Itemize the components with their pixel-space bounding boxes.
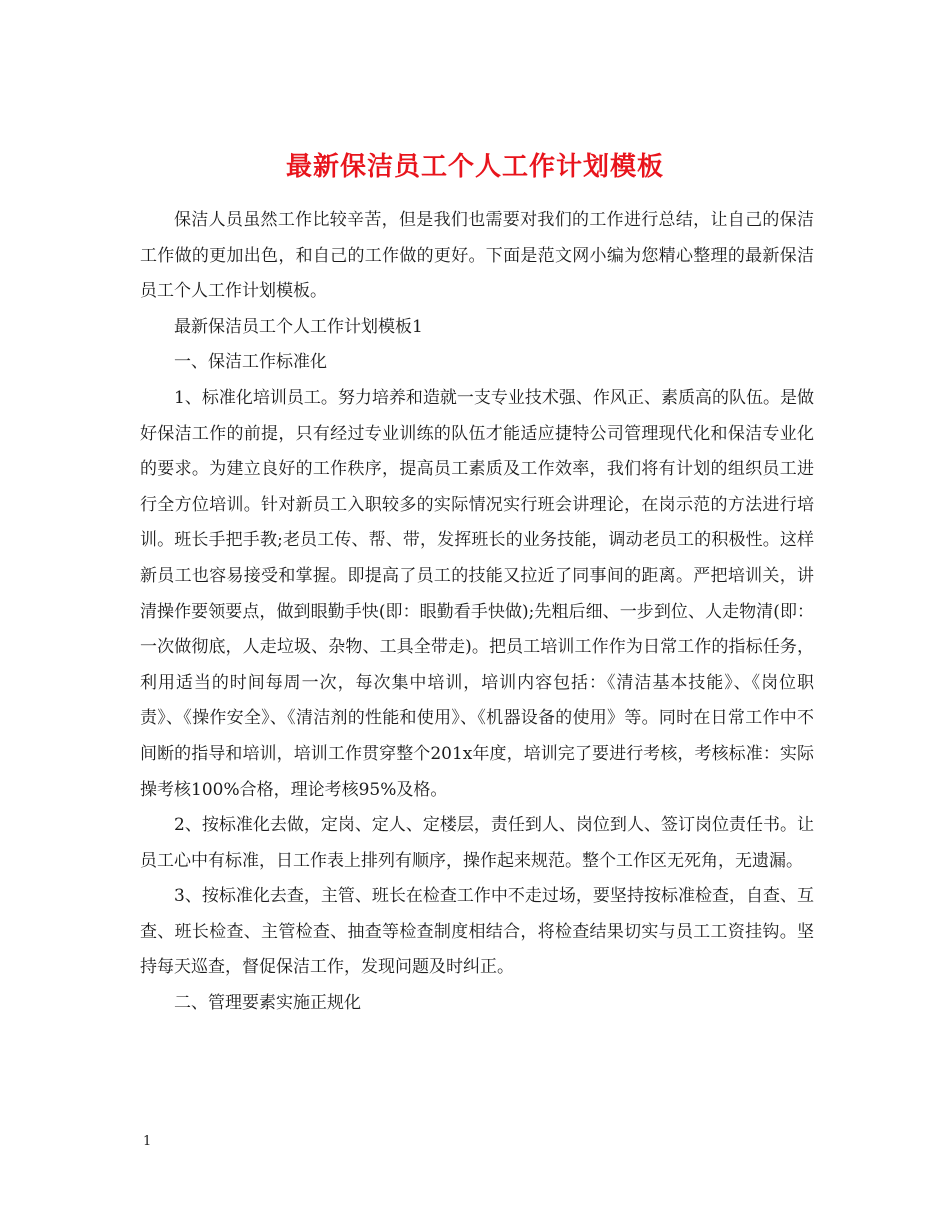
section-heading-2: 二、管理要素实施正规化 <box>174 993 361 1014</box>
paragraph-subtitle: 最新保洁员工个人工作计划模板1 <box>174 316 423 337</box>
paragraph-item-2: 2、按标准化去做，定岗、定人、定楼层，责任到人、岗位到人、签订岗位责任书。让员工心中有标准，日工作表上排列有顺序，操作起来规范。整个工作区无死角，无遗漏。 <box>140 815 814 871</box>
paragraph-intro: 保洁人员虽然工作比较辛苦，但是我们也需要对我们的工作进行总结，让自己的保洁工作做的更加出色，和自己的工作做的更好。下面是范文网小编为您精心整理的最新保洁员工个人工作计划模板。 <box>140 210 814 302</box>
paragraph-item-3: 3、按标准化去查，主管、班长在检查工作中不走过场，要坚持按标准检查，自查、互查、班长检查、主管检查、抽查等检查制度相结合，将检查结果切实与员工工资挂钩。坚持每天巡查，督促保洁工作，发现问题及时纠正。 <box>140 886 814 978</box>
paragraph-item-1: 1、标准化培训员工。努力培养和造就一支专业技术强、作风正、素质高的队伍。是做好保洁工作的前提，只有经过专业训练的队伍才能适应捷特公司管理现代化和保洁专业化的要求。为建立良好的工作秩序，提高员工素质及工作效率，我们将有计划的组织员工进行全方位培训。针对新员工入职较多的实际情况实行班会讲理论，在岗示范的方法进行培训。班长手把手教;老员工传、帮、带，发挥班长的业务技能，调动老员工的积极性。这样新员工也容易接受和掌握。即提高了员工的技能又拉近了同事间的距离。严把培训关，讲清操作要领要点，做到眼勤手快(即：眼勤看手快做);先粗后细、一步到位、人走物清(即：一次做彻底，人走垃圾、杂物、工具全带走)。把员工培训工作作为日常工作的指标任务，利用适当的时间每周一次，每次集中培训，培训内容包括：《清洁基本技能》、《岗位职责》、《操作安全》、《清洁剂的性能和使用》、《机器设备的使用》等。同时在日常工作中不间断的指导和培训，培训工作贯穿整个201x年度，培训完了要进行考核，考核标准：实际操考核100%合格，理论考核95%及格。 <box>140 387 814 800</box>
document-body <box>140 203 814 1022</box>
section-heading-1: 一、保洁工作标准化 <box>174 352 327 373</box>
page-title: 最新保洁员工个人工作计划模板 <box>285 152 664 183</box>
page-number: 1 <box>143 1134 152 1149</box>
